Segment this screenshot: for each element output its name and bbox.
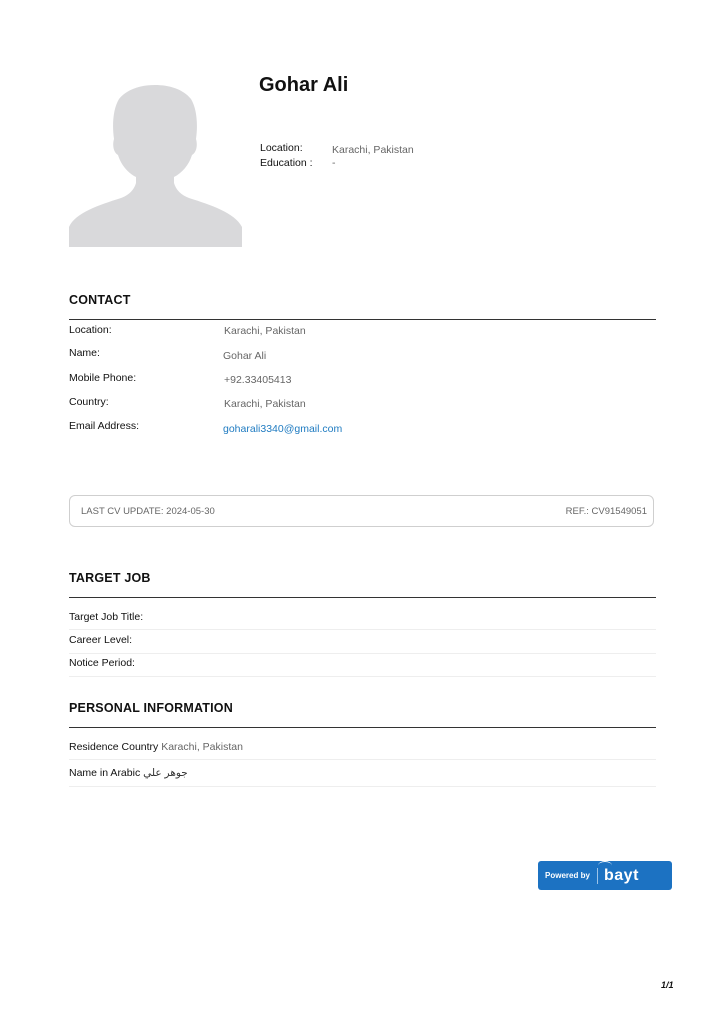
cv-update-box — [69, 495, 654, 527]
residence-country-value: Karachi, Pakistan — [161, 741, 243, 753]
personal-info-divider — [69, 727, 656, 728]
powered-by-label: Powered by — [545, 871, 590, 880]
summary-location-value: Karachi, Pakistan — [332, 143, 414, 156]
contact-country-value: Karachi, Pakistan — [224, 398, 306, 410]
contact-mobile-label: Mobile Phone: — [69, 372, 137, 384]
residence-country-label: Residence Country — [69, 741, 159, 753]
arabic-name-label: Name in Arabic — [69, 767, 141, 779]
contact-divider — [69, 319, 656, 320]
row-divider — [69, 676, 656, 677]
bayt-logo — [604, 867, 639, 885]
contact-section-title: CONTACT — [69, 293, 131, 307]
candidate-name: Gohar Ali — [259, 74, 349, 96]
contact-email-link[interactable]: goharali3340@gmail.com — [223, 423, 343, 435]
page-number: 1/1 — [661, 980, 674, 990]
arabic-name-row — [69, 767, 188, 779]
contact-mobile-value: +92.33405413 — [224, 374, 292, 386]
target-job-title-label: Target Job Title: — [69, 611, 144, 623]
bayt-logo-text: bayt — [604, 866, 639, 884]
contact-email-label: Email Address: — [69, 420, 140, 432]
row-divider — [69, 629, 656, 630]
contact-location-value: Karachi, Pakistan — [224, 325, 306, 337]
target-job-section-title: TARGET JOB — [69, 571, 151, 585]
row-divider — [69, 653, 656, 654]
summary-education-label: Education : — [260, 156, 313, 169]
row-divider — [69, 759, 656, 760]
summary-location-label: Location: — [260, 141, 303, 154]
contact-name-label: Name: — [69, 347, 100, 359]
contact-name-value: Gohar Ali — [223, 350, 267, 362]
profile-summary — [260, 140, 414, 170]
notice-period-label: Notice Period: — [69, 657, 135, 669]
career-level-label: Career Level: — [69, 634, 133, 646]
summary-education-value: - — [332, 156, 336, 169]
contact-country-label: Country: — [69, 396, 109, 408]
badge-separator — [597, 868, 598, 884]
residence-country-row — [69, 741, 243, 753]
personal-info-section-title: PERSONAL INFORMATION — [69, 701, 233, 715]
powered-by-bayt-badge[interactable] — [538, 861, 672, 890]
target-job-divider — [69, 597, 656, 598]
cv-reference: REF.: CV91549051 — [565, 505, 647, 517]
contact-location-label: Location: — [69, 324, 112, 336]
bayt-logo-arc-icon — [598, 861, 612, 870]
row-divider — [69, 786, 656, 787]
arabic-name-value: جوهر علي — [143, 767, 188, 779]
last-cv-update: LAST CV UPDATE: 2024-05-30 — [81, 505, 215, 517]
user-silhouette-icon — [69, 85, 242, 247]
